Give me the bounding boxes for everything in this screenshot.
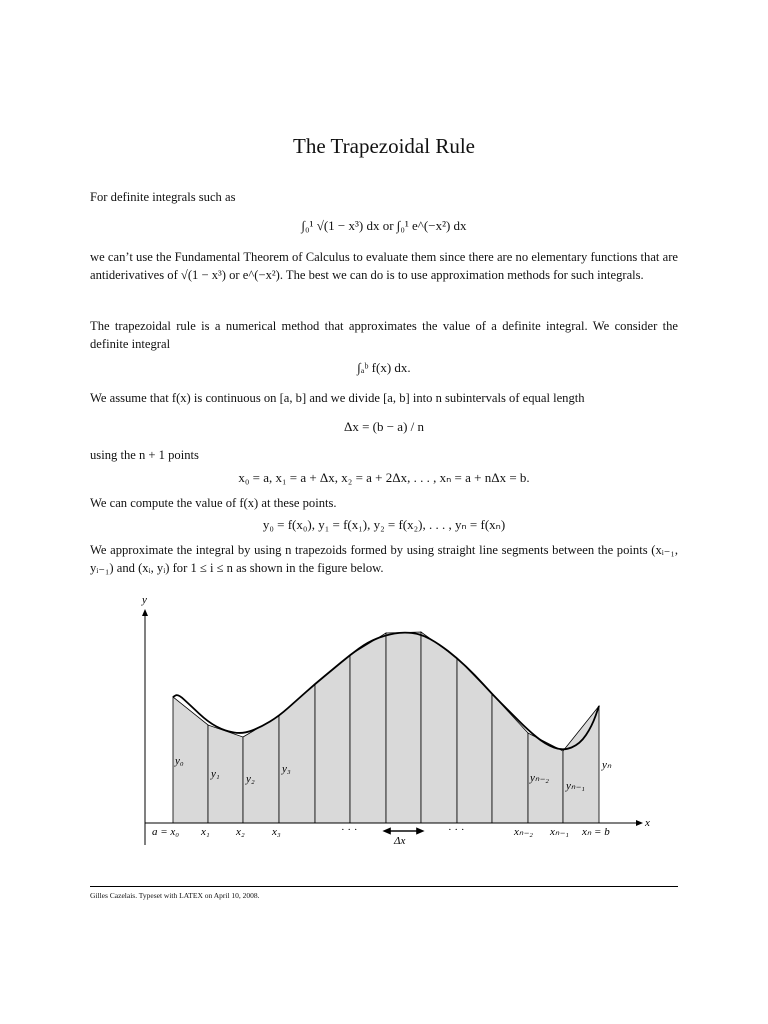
paragraph-2: The trapezoidal rule is a numerical method that approximates the value of a definite integral. We consider the definite integral xyxy=(90,319,678,351)
y-axis-label: y xyxy=(142,594,147,606)
y-label-n-1: yₙ₋₁ xyxy=(566,780,585,792)
x-axis-label: x xyxy=(645,817,650,829)
x-label-3: x₃ xyxy=(272,826,281,838)
trapezoid xyxy=(563,706,599,823)
x-label-2: x₂ xyxy=(236,826,245,838)
values-equation: y₀ = f(x₀), y₁ = f(x₁), y₂ = f(x₂), . . . , yₙ = f(xₙ) xyxy=(262,517,506,532)
paragraph-4: using the n + 1 points xyxy=(90,448,199,462)
points-equation: x₀ = a, x₁ = a + Δx, x₂ = a + 2Δx, . . . , xₙ = a + nΔx = b. xyxy=(238,470,530,485)
y-label-n-2: yₙ₋₂ xyxy=(530,772,549,784)
paragraph-3: We assume that f(x) is continuous on [a, b] and we divide [a, b] into n subintervals of equal length xyxy=(90,391,585,405)
trapezoid xyxy=(421,632,457,823)
y-label-2: y₂ xyxy=(246,773,255,785)
integral-general: ∫ₐᵇ f(x) dx. xyxy=(357,360,411,375)
paragraph-5: We can compute the value of f(x) at these points. xyxy=(90,496,337,510)
x-label-0: a = x₀ xyxy=(152,826,180,838)
x-label-n-1: xₙ₋₁ xyxy=(550,826,569,838)
footer-rule xyxy=(90,886,678,887)
y-label-0: y₀ xyxy=(175,755,184,767)
paragraph-1: we can’t use the Fundamental Theorem of Calculus to evaluate them since there are no elementary functions that are antiderivatives of √(1 − x³) or e^(−x²). The best we can do is to use approximation methods for such integrals. xyxy=(90,250,678,282)
x-label-n-2: xₙ₋₂ xyxy=(514,826,533,838)
x-label-dots-left: · · · xyxy=(341,824,358,836)
y-label-n: yₙ xyxy=(602,759,612,771)
paragraph-6: We approximate the integral by using n trapezoids formed by using straight line segments between the points (xᵢ₋₁, yᵢ₋₁) and (xᵢ, yᵢ) for 1 ≤ i ≤ n as shown in the figure below. xyxy=(90,543,678,575)
x-label-1: x₁ xyxy=(201,826,210,838)
integral-examples: ∫₀¹ √(1 − x³) dx or ∫₀¹ e^(−x²) dx xyxy=(301,218,467,233)
trapezoid xyxy=(457,658,492,823)
x-label-n: xₙ = b xyxy=(582,826,610,838)
y-label-1: y₁ xyxy=(211,768,220,780)
delta-x-label: Δx xyxy=(394,835,406,847)
page-title: The Trapezoidal Rule xyxy=(293,134,475,158)
x-label-dots-right: · · · xyxy=(448,824,465,836)
trapezoid xyxy=(386,632,421,823)
footer-text: Gilles Cazelais. Typeset with LATEX on April 10, 2008. xyxy=(90,891,260,900)
figure-shapes xyxy=(145,612,640,845)
trapezoid xyxy=(350,633,386,823)
delta-x-equation: Δx = (b − a) / n xyxy=(343,419,425,434)
trapezoid xyxy=(279,684,315,823)
trapezoid xyxy=(492,694,528,823)
intro-text: For definite integrals such as xyxy=(90,190,236,204)
y-label-3: y₃ xyxy=(282,763,291,775)
